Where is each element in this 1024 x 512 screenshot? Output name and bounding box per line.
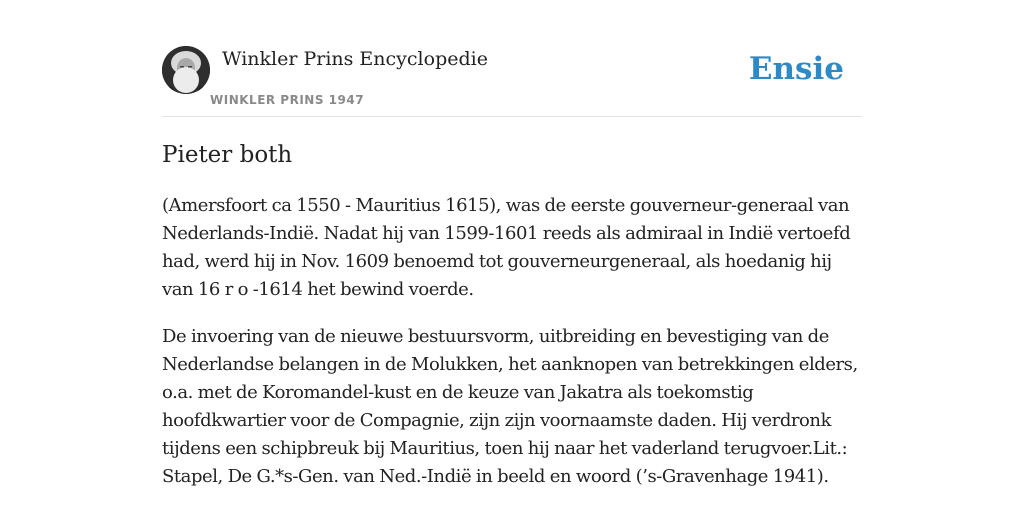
source-title[interactable]: Winkler Prins Encyclopedie [222, 48, 488, 70]
entry-title: Pieter both [162, 142, 293, 168]
source-subtitle: WINKLER PRINS 1947 [210, 93, 365, 107]
source-avatar-icon[interactable] [162, 46, 210, 94]
entry-paragraph-1: (Amersfoort ca 1550 - Mauritius 1615), was de eerste gouverneur-generaal van Nederlands-Indië. Nadat hij van 1599-1601 reeds als admiraal in Indië vertoefd had, werd hij in Nov. 1609 benoemd tot gouverneurgeneraal, als hoedanig hij van 16 r o -1614 het bewind voerde. [162, 195, 851, 300]
source-header [162, 46, 862, 117]
brand-logo-link[interactable]: Ensie [748, 51, 844, 87]
entry-paragraph-2: De invoering van de nieuwe bestuursvorm, uitbreiding en bevestiging van de Nederlandse belangen in de Molukken, het aanknopen van betrekkingen elders, o.a. met de Koromandel-kust en de keuze van Jakatra als toekomstig hoofdkwartier voor de Compagnie, zijn zijn voornaamste daden. Hij verdronk tijdens een schipbreuk bij Mauritius, toen hij naar het vaderland terugvoer.Lit.: Stapel, De G.*s-Gen. van Ned.-Indië in beeld en woord (’s-Gravenhage 1941). [162, 326, 858, 487]
